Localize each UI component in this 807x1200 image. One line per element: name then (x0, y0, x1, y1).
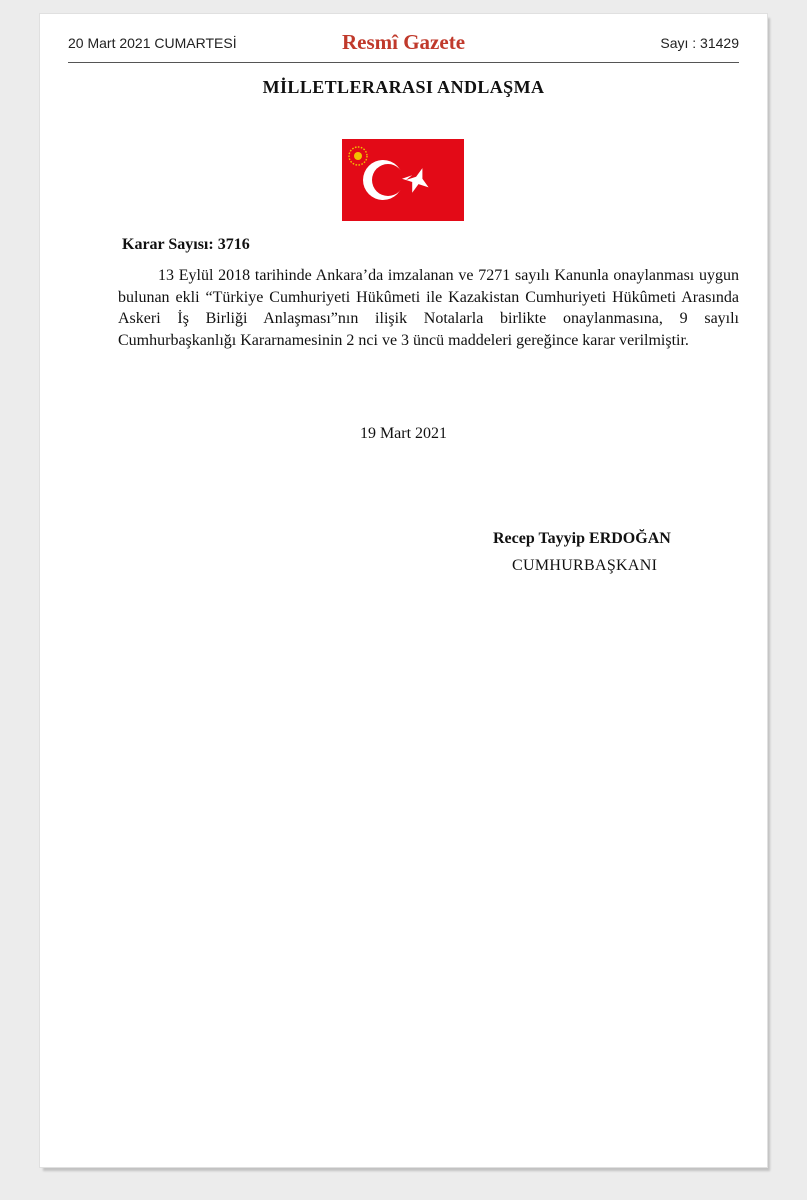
header-divider (68, 62, 739, 63)
decision-date: 19 Mart 2021 (359, 425, 448, 442)
signer-title: CUMHURBAŞKANI (512, 557, 658, 574)
signer-name: Recep Tayyip ERDOĞAN (493, 530, 671, 547)
issue-number: Sayı : 31429 (660, 35, 739, 51)
header-date: 20 Mart 2021 CUMARTESİ (68, 35, 237, 51)
gazette-page (40, 14, 767, 1167)
decision-paragraph: 13 Eylül 2018 tarihinde Ankara’da imzalanan ve 7271 sayılı Kanunla onaylanması uygun bulunan ekli “Türkiye Cumhuriyeti Hükûmeti ile Kazakistan Cumhuriyeti Hükûmeti Arasında Askeri İş Birliği Anlaşması”nın ilişik Notalarla birlikte onaylanmasına, 9 sayılı Cumhurbaşkanlığı Kararnamesinin 2 nci ve 3 üncü maddeleri gereğince karar verilmiştir. (118, 267, 739, 349)
section-title: MİLLETLERARASI ANDLAŞMA (262, 77, 545, 97)
decision-number: Karar Sayısı: 3716 (122, 236, 250, 253)
gazette-title: Resmî Gazete (341, 30, 466, 54)
turkish-flag-icon (342, 139, 464, 221)
crescent-inner (372, 164, 404, 196)
page-header (68, 30, 739, 62)
